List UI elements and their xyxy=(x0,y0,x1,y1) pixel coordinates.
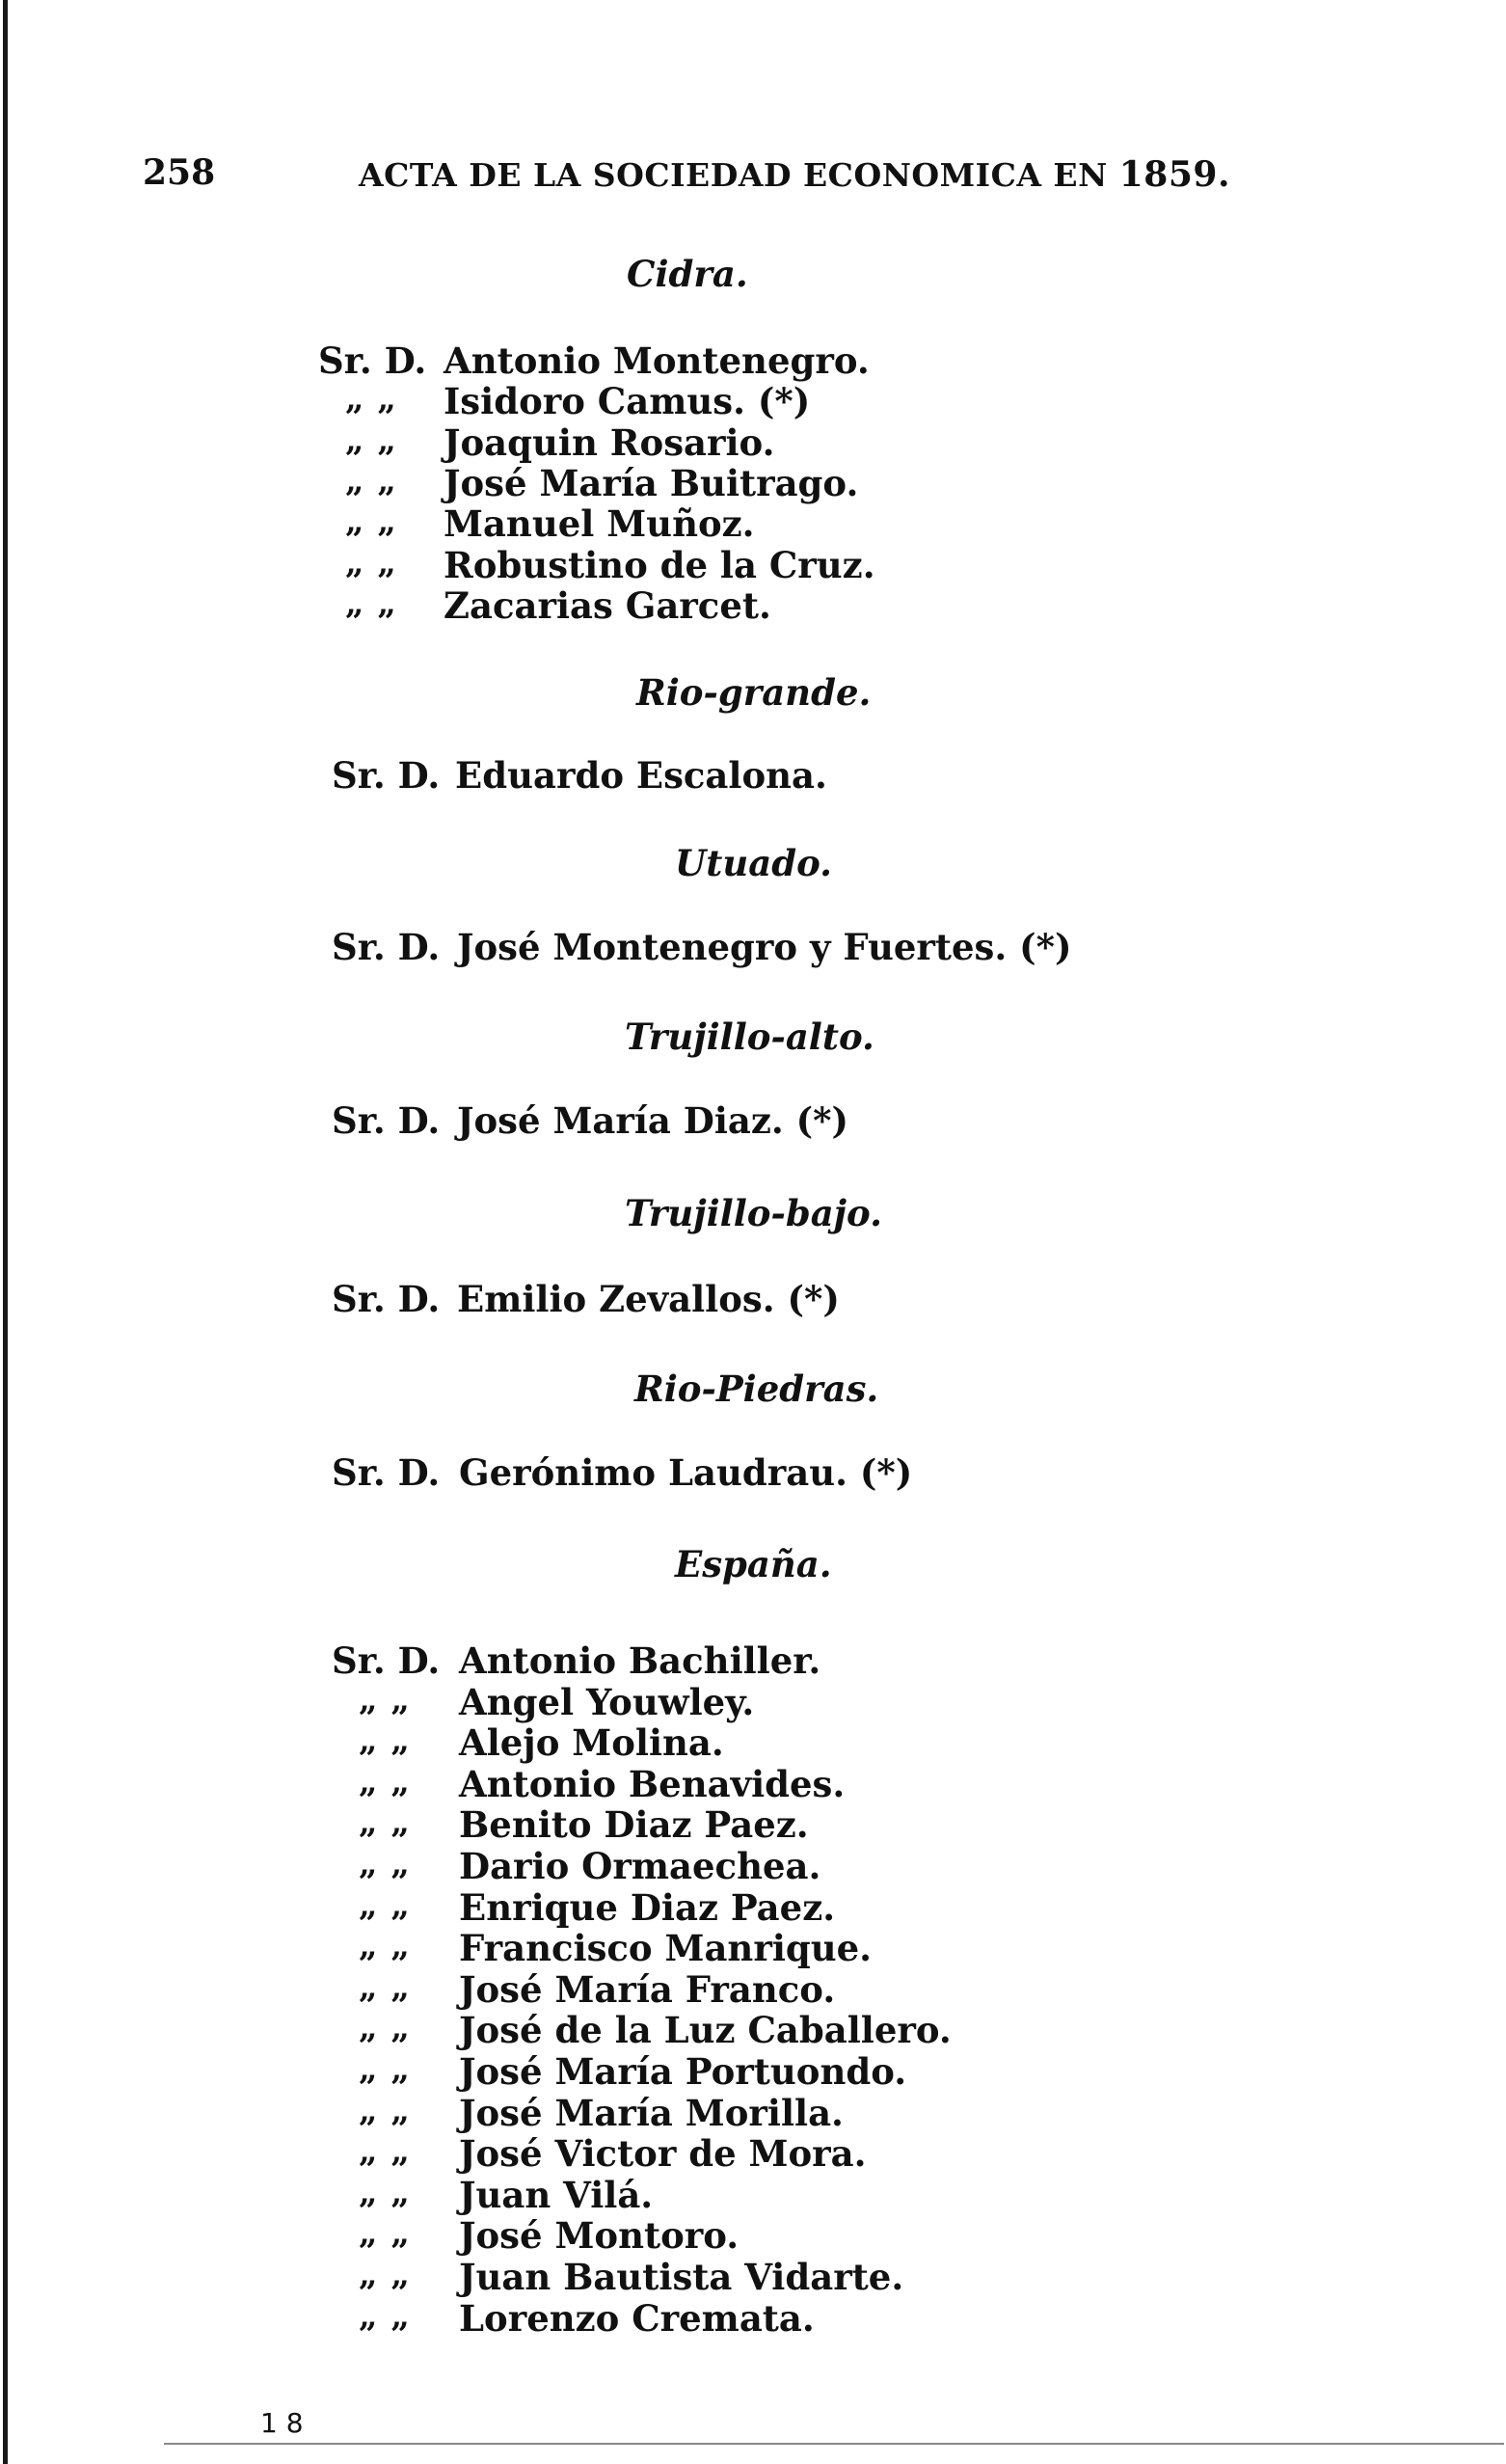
honorific-prefix: Sr. D. xyxy=(318,339,427,382)
member-name: Angel Youwley. xyxy=(459,1681,755,1723)
member-name: Lorenzo Cremata. xyxy=(459,2297,815,2340)
section-heading: Rio-grande. xyxy=(636,671,872,714)
member-name: Alejo Molina. xyxy=(459,1721,724,1764)
ditto-marks: „ „ xyxy=(359,1763,411,1801)
ditto-marks: „ „ xyxy=(359,1721,411,1760)
ditto-marks: „ „ xyxy=(359,2009,411,2047)
section-heading: Rio-Piedras. xyxy=(634,1367,879,1410)
member-name: Francisco Manrique. xyxy=(459,1927,873,1969)
page-edge-shadow xyxy=(3,0,8,2464)
member-name: José Montenegro y Fuertes. (*) xyxy=(457,926,1072,968)
ditto-marks: „ „ xyxy=(359,2256,411,2294)
member-name: José María Buitrago. xyxy=(444,462,859,504)
member-name: José María Diaz. (*) xyxy=(457,1099,849,1142)
ditto-marks: „ „ xyxy=(345,502,397,541)
running-head-year: 1859. xyxy=(1118,154,1230,195)
ditto-marks: „ „ xyxy=(359,1968,411,2007)
ditto-marks: „ „ xyxy=(359,1927,411,1965)
honorific-prefix: Sr. D. xyxy=(332,926,441,968)
ditto-marks: „ „ xyxy=(345,421,397,460)
member-name: Juan Vilá. xyxy=(459,2174,654,2216)
member-name: José María Portuondo. xyxy=(459,2050,907,2093)
member-name: José de la Luz Caballero. xyxy=(459,2009,952,2051)
ditto-marks: „ „ xyxy=(345,462,397,501)
ditto-marks: „ „ xyxy=(359,1845,411,1883)
ditto-marks: „ „ xyxy=(359,2092,411,2130)
honorific-prefix: Sr. D. xyxy=(332,1451,441,1494)
member-name: Joaquin Rosario. xyxy=(444,421,775,464)
running-head-text: ACTA DE LA SOCIEDAD ECONOMICA EN xyxy=(359,156,1108,194)
section-heading: Cidra. xyxy=(627,253,748,295)
member-name: Gerónimo Laudrau. (*) xyxy=(459,1451,913,1494)
member-name: Robustino de la Cruz. xyxy=(444,544,875,586)
bottom-rule xyxy=(164,2443,1504,2445)
section-heading: Trujillo-alto. xyxy=(625,1015,874,1058)
ditto-marks: „ „ xyxy=(345,584,397,623)
ditto-marks: „ „ xyxy=(345,380,397,419)
ditto-marks: „ „ xyxy=(359,1681,411,1719)
member-name: José Victor de Mora. xyxy=(459,2132,867,2175)
ditto-marks: „ „ xyxy=(359,2174,411,2212)
ditto-marks: „ „ xyxy=(359,2214,411,2253)
member-name: José María Morilla. xyxy=(459,2092,844,2134)
ditto-marks: „ „ xyxy=(359,1803,411,1842)
honorific-prefix: Sr. D. xyxy=(332,1099,441,1142)
section-heading: España. xyxy=(675,1543,832,1585)
member-name: Antonio Bachiller. xyxy=(459,1639,821,1682)
member-name: Dario Ormaechea. xyxy=(459,1845,821,1887)
honorific-prefix: Sr. D. xyxy=(332,754,441,797)
ditto-marks: „ „ xyxy=(359,2050,411,2089)
section-heading: Trujillo-bajo. xyxy=(625,1192,882,1234)
member-name: Manuel Muñoz. xyxy=(444,502,755,545)
member-name: José Montoro. xyxy=(459,2214,740,2257)
printer-signature: 1 8 xyxy=(260,2407,304,2439)
member-name: Emilio Zevallos. (*) xyxy=(457,1278,840,1320)
member-name: José María Franco. xyxy=(459,1968,836,2011)
member-name: Zacarias Garcet. xyxy=(444,584,771,627)
member-name: Isidoro Camus. (*) xyxy=(444,380,811,422)
ditto-marks: „ „ xyxy=(359,2297,411,2336)
member-name: Antonio Montenegro. xyxy=(444,339,870,382)
section-heading: Utuado. xyxy=(675,842,833,884)
member-name: Juan Bautista Vidarte. xyxy=(459,2256,904,2298)
ditto-marks: „ „ xyxy=(359,1886,411,1925)
ditto-marks: „ „ xyxy=(345,544,397,582)
member-name: Benito Diaz Paez. xyxy=(459,1803,809,1846)
ditto-marks: „ „ xyxy=(359,2132,411,2171)
page-number: 258 xyxy=(143,152,216,193)
honorific-prefix: Sr. D. xyxy=(332,1278,441,1320)
member-name: Antonio Benavides. xyxy=(459,1763,846,1805)
member-name: Eduardo Escalona. xyxy=(455,754,827,797)
honorific-prefix: Sr. D. xyxy=(332,1639,441,1682)
running-head xyxy=(359,154,1230,195)
member-name: Enrique Diaz Paez. xyxy=(459,1886,836,1929)
